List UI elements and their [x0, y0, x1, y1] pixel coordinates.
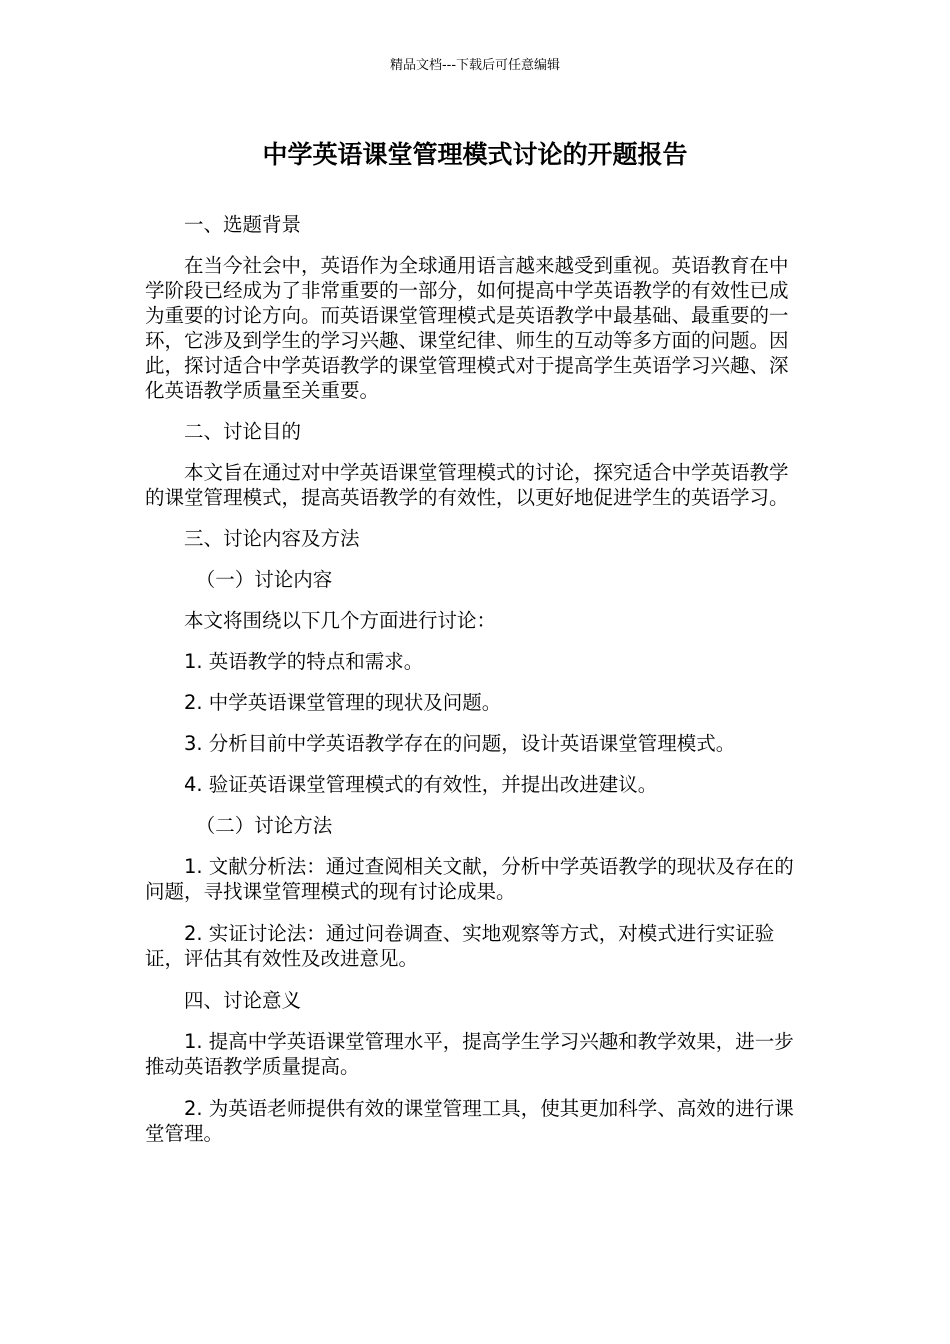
document-body: [145, 212, 801, 1163]
section-heading-content-method: 三、讨论内容及方法: [184, 527, 360, 550]
list-item-content-4: 4. 验证英语课堂管理模式的有效性，并提出改进建议。: [184, 773, 658, 796]
page-header-note: 精品文档---下载后可任意编辑: [389, 58, 561, 73]
paragraph-background: 在当今社会中，英语作为全球通用语言越来越受到重视。英语教育在中学阶段已经成为了非常重要的一部分，如何提高中学英语教学的有效性已成为重要的讨论方向。而英语课堂管理模式是英语教学中最基础、最重要的一环，它涉及到学生的学习兴趣、课堂纪律、师生的互动等多方面的问题。因此，探讨适合中学英语教学的课堂管理模式对于提高学生英语学习兴趣、深化英语教学质量至关重要。: [145, 254, 789, 402]
document-title: 中学英语课堂管理模式讨论的开题报告: [262, 140, 688, 169]
subsection-heading-content: （一）讨论内容: [195, 568, 333, 591]
paragraph-content-intro: 本文将围绕以下几个方面进行讨论：: [184, 609, 497, 632]
section-heading-purpose: 二、讨论目的: [184, 420, 302, 443]
list-item-method-1: 1. 文献分析法：通过查阅相关文献，分析中学英语教学的现状及存在的问题，寻找课堂管理模式的现有讨论成果。: [145, 855, 794, 903]
section-heading-background: 一、选题背景: [184, 213, 302, 236]
list-item-method-2: 2. 实证讨论法：通过问卷调查、实地观察等方式，对模式进行实证验证，评估其有效性及改进意见。: [145, 922, 775, 970]
list-item-significance-2: 2. 为英语老师提供有效的课堂管理工具，使其更加科学、高效的进行课堂管理。: [145, 1097, 794, 1145]
list-item-content-1: 1. 英语教学的特点和需求。: [184, 650, 424, 673]
list-item-content-3: 3. 分析目前中学英语教学存在的问题，设计英语课堂管理模式。: [184, 732, 736, 755]
list-item-content-2: 2. 中学英语课堂管理的现状及问题。: [184, 691, 502, 714]
list-item-significance-1: 1. 提高中学英语课堂管理水平，提高学生学习兴趣和教学效果，进一步推动英语教学质量提高。: [145, 1030, 794, 1078]
subsection-heading-method: （二）讨论方法: [195, 814, 333, 837]
section-heading-significance: 四、讨论意义: [184, 989, 302, 1012]
paragraph-purpose: 本文旨在通过对中学英语课堂管理模式的讨论，探究适合中学英语教学的课堂管理模式，提高英语教学的有效性，以更好地促进学生的英语学习。: [145, 461, 789, 509]
